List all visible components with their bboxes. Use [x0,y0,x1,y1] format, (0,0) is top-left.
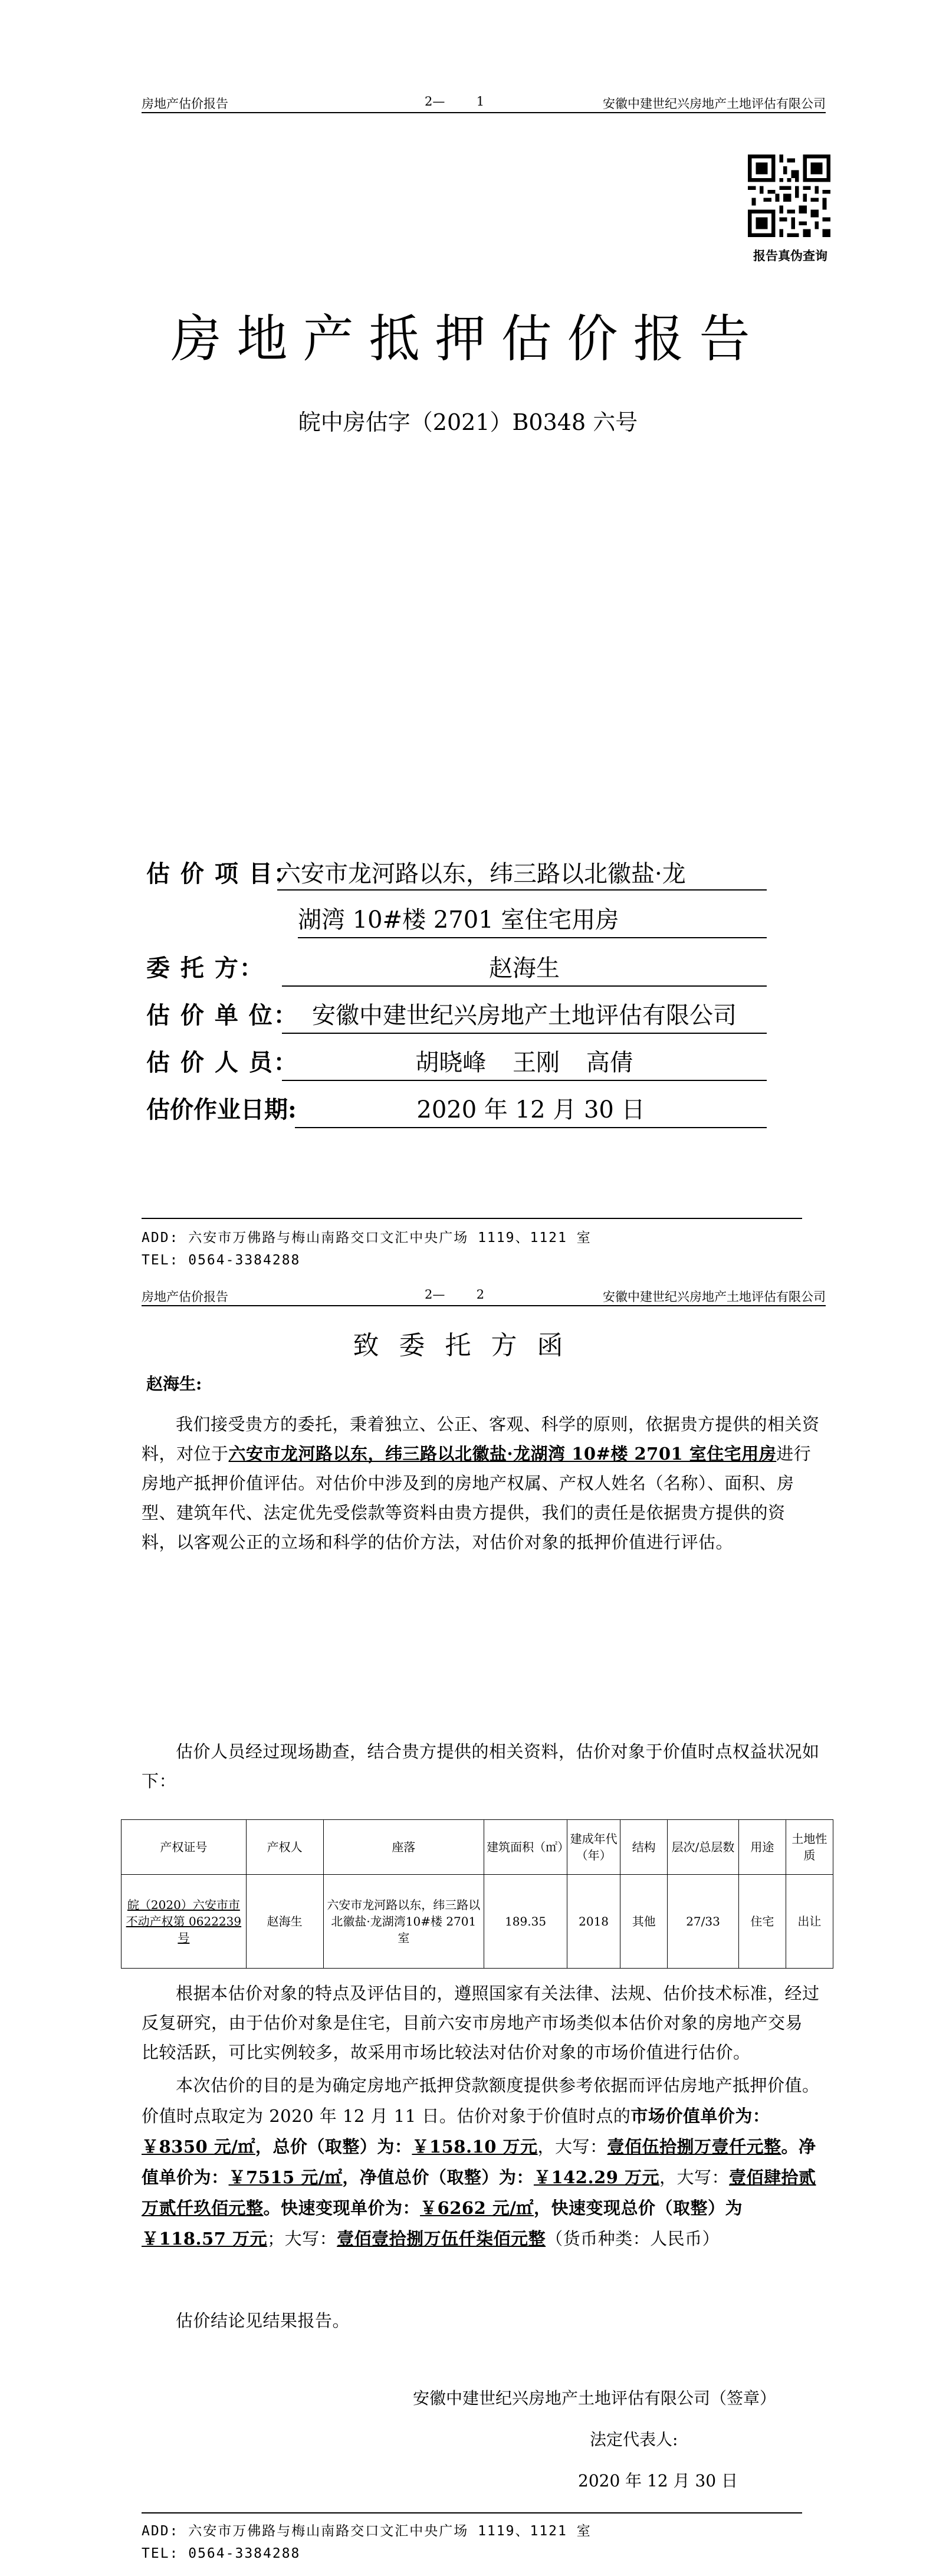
valuation-text: ，净值总价（取整）为： [342,2167,534,2187]
property-table [121,1819,833,1969]
header-page-number: 2— 2 [425,1287,485,1302]
header-company: 安徽中建世纪兴房地产土地评估有限公司 [603,97,826,111]
table-header: 用途 [738,1820,786,1875]
table-cell: 住宅 [738,1875,786,1969]
client-label: 委 托 方： [146,954,264,982]
project-value-2: 湖湾 10#楼 2701 室住宅用房 [298,901,767,938]
table-header: 建成年代（年） [567,1820,620,1875]
market-unit-price: ￥8350 元/㎡ [142,2137,255,2157]
document-number: 皖中房估字（2021）B0348 六号 [298,409,638,435]
footer-tel: TEL: 0564-3384288 [142,1253,301,1268]
paragraph-valuation [142,2070,820,2254]
table-header-row [121,1820,833,1875]
table-cell: 其他 [620,1875,668,1969]
table-cell: 六安市龙河路以东，纬三路以北徽盐·龙湖湾10#楼 2701 室 [323,1875,484,1969]
paragraph-intro [142,1409,820,1557]
footer-address: ADD: 六安市万佛路与梅山南路交口文汇中央广场 1119、1121 室 [142,2524,592,2539]
table-cell-cert: 皖（2020）六安市市不动产权第 0622239 号 [121,1875,247,1969]
report-title: 房地产抵押估价报告 [170,310,766,369]
appraiser-name: 胡晓峰 [415,1049,487,1076]
date-label: 估价作业日期: [146,1096,297,1123]
market-total-price: ￥158.10 万元 [412,2137,538,2157]
table-cell: 赵海生 [246,1875,323,1969]
net-unit-price: ￥7515 元/㎡ [228,2167,343,2187]
footer-address: ADD: 六安市万佛路与梅山南路交口文汇中央广场 1119、1121 室 [142,1230,592,1246]
footer-rule [142,1218,802,1219]
table-header: 建筑面积（㎡） [484,1820,567,1875]
valuation-text: 。快速变现单价为： [263,2198,421,2218]
unit-label: 估 价 单 位： [146,1001,298,1029]
footer [142,1227,592,1271]
table-header: 产权人 [246,1820,323,1875]
project-label: 估 价 项 目： [146,860,298,888]
page-header [142,1287,826,1306]
footer-rule [142,2512,802,2513]
client-value: 赵海生 [282,949,767,987]
footer [142,2520,592,2565]
net-total-price: ￥142.29 万元 [533,2167,660,2187]
quick-total-words: 壹佰壹拾捌万伍仟柒佰元整 [337,2229,546,2249]
valuation-text: ；大写： [267,2229,337,2249]
intro-text-cont: 进行房地产抵押价值评估。对估价中涉及到的房地产权属、产权人姓名（名称）、面积、房型、建筑年代、法定优先受偿款等资料由贵方提供，我们的责任是依据贵方提供的资料，以客观公正的立场和科学的估价方法，对估价对象的抵押价值进行评估。 [142,1444,812,1552]
table-row [121,1875,833,1969]
qr-code-icon[interactable] [748,155,830,237]
footer-tel: TEL: 0564-3384288 [142,2546,301,2561]
cover-page [0,0,936,1277]
appraisers-value [282,1044,767,1081]
valuation-text: ，大写： [659,2167,730,2187]
valuation-text: ，快速变现总价（取整）为 [533,2198,743,2218]
valuation-text: 。净值单价为： [142,2137,816,2187]
unit-value: 安徽中建世纪兴房地产土地评估有限公司 [282,997,767,1034]
project-value-1: 六安市龙河路以东，纬三路以北徽盐·龙 [277,860,686,888]
property-address: 六安市龙河路以东，纬三路以北徽盐·龙湖湾 10#楼 2701 室住宅用房 [228,1444,777,1464]
letter-page [0,1277,936,2576]
table-cell: 189.35 [484,1875,567,1969]
appraisers-label: 估 价 人 员： [146,1049,298,1076]
table-header: 土地性质 [786,1820,833,1875]
header-left: 房地产估价报告 [142,97,228,111]
valuation-text: ，大写： [537,2137,607,2157]
signature-representative: 法定代表人: [590,2430,678,2449]
valuation-text: ，总价（取整）为： [255,2137,412,2157]
valuation-text: 市场价值单价为： [630,2106,770,2126]
page-header [142,94,826,113]
header-page-number: 2— 1 [425,94,485,109]
paragraph-survey: 估价人员经过现场勘查，结合贵方提供的相关资料，估价对象于价值时点权益状况如下： [142,1742,820,1791]
paragraph-conclusion: 估价结论见结果报告。 [176,2311,350,2331]
paragraph-method: 根据本估价对象的特点及评估目的，遵照国家有关法律、法规、估价技术标准，经过反复研究，由于估价对象是住宅，目前六安市房地产市场类似本估价对象的房地产交易比较活跃，可比实例较多，故采用市场比较法对估价对象的市场价值进行估价。 [142,1983,820,2062]
table-cell: 2018 [567,1875,620,1969]
qr-caption: 报告真伪查询 [753,248,827,263]
table-cell: 出让 [786,1875,833,1969]
table-header: 结构 [620,1820,668,1875]
project-underline-1 [277,889,767,891]
quick-total-price: ￥118.57 万元 [142,2229,268,2249]
table-header: 产权证号 [121,1820,247,1875]
market-total-words: 壹佰伍拾捌万壹仟元整 [607,2137,781,2157]
table-header: 座落 [323,1820,484,1875]
intro-text: 我们接受贵方的委托，秉着独立、公正、客观、科学的原则，依据贵方提供的相关资料，对位于 [142,1414,820,1464]
valuation-text: 本次估价的目的是为确定房地产抵押贷款额度提供参考依据而评估房地产抵押价值。价值时点取定为 2020 年 12 月 11 日。估价对象于价值时点的 [142,2075,820,2126]
net-total-words: 壹佰肆拾贰万贰仟玖佰元整 [142,2167,816,2218]
signature-company: 安徽中建世纪兴房地产土地评估有限公司（签章） [413,2388,777,2408]
quick-unit-price: ￥6262 元/㎡ [420,2198,534,2218]
header-left: 房地产估价报告 [142,1290,228,1304]
table-header: 层次/总层数 [668,1820,739,1875]
header-company: 安徽中建世纪兴房地产土地评估有限公司 [603,1290,826,1304]
addressee: 赵海生: [146,1374,202,1394]
valuation-text: （货币种类：人民币） [546,2229,720,2249]
signature-date: 2020 年 12 月 30 日 [578,2471,738,2490]
appraiser-name: 王刚 [513,1049,560,1076]
letter-title: 致委托方函 [353,1330,583,1361]
appraiser-name: 高倩 [586,1049,633,1076]
date-value: 2020 年 12 月 30 日 [295,1091,767,1128]
table-cell: 27/33 [668,1875,739,1969]
